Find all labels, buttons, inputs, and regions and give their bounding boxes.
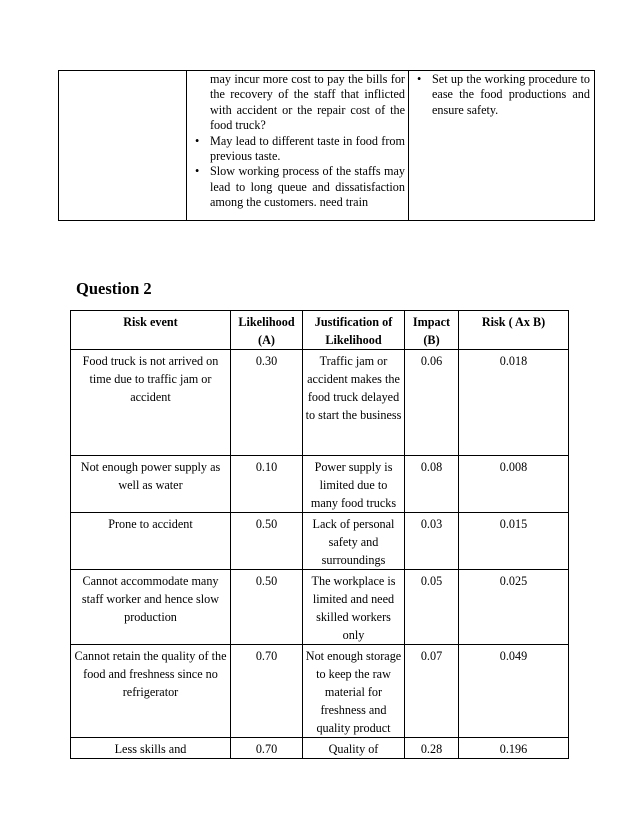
risk-event-cell: Cannot retain the quality of the food and freshness since no refrigerator [71,645,231,738]
bullet-icon: • [417,72,422,86]
justification-cell: The workplace is limited and need skilled workers only [303,570,405,645]
risk-cell: 0.025 [459,570,569,645]
list-item: may incur more cost to pay the bills for the recovery of the staff that inflicted with accident or the repair cost of the food truck? [210,72,405,133]
question-heading: Question 2 [76,279,152,298]
table-row [71,513,569,570]
impact-cell: 0.03 [405,513,459,570]
list-item: • Slow working process of the staffs may lead to long queue and dissatisfaction among the customers. need train [195,164,405,210]
header-justification: Justification of Likelihood [303,311,405,350]
risk-cell: 0.008 [459,456,569,513]
risk-event-cell: Prone to accident [71,513,231,570]
risk-event-cell: Food truck is not arrived on time due to traffic jam or accident [71,350,231,456]
list-item: • Set up the working procedure to ease the food productions and ensure safety. [417,72,590,117]
risk-event-cell: Not enough power supply as well as water [71,456,231,513]
justification-cell: Traffic jam or accident makes the food truck delayed to start the business [303,350,405,456]
impact-cell: 0.08 [405,456,459,513]
risk-cell: 0.049 [459,645,569,738]
header-impact: Impact (B) [405,311,459,350]
risk-event-cell: Cannot accommodate many staff worker and hence slow production [71,570,231,645]
table-row [59,71,595,221]
mitigation-cell [409,71,595,221]
previous-risk-table-continuation [58,70,595,221]
likelihood-cell: 0.30 [231,350,303,456]
bullet-icon: • [195,164,200,179]
impact-cell: 0.07 [405,645,459,738]
risk-assessment-table [70,310,569,759]
table-row [71,570,569,645]
consequence-list [187,72,405,211]
header-risk-event: Risk event [71,311,231,350]
impact-cell: 0.06 [405,350,459,456]
mitigation-list [409,72,590,118]
table-row [71,350,569,456]
likelihood-cell: 0.50 [231,570,303,645]
justification-cell: Quality of [303,738,405,759]
impact-cell: 0.28 [405,738,459,759]
header-row [71,311,569,350]
consequence-cell [187,71,409,221]
impact-cell: 0.05 [405,570,459,645]
bullet-icon: • [195,133,200,148]
risk-cell: 0.018 [459,350,569,456]
justification-cell: Not enough storage to keep the raw material for freshness and quality product [303,645,405,738]
justification-cell: Lack of personal safety and surroundings [303,513,405,570]
table-row [71,645,569,738]
table-row [71,738,569,759]
header-risk: Risk ( Ax B) [459,311,569,350]
likelihood-cell: 0.70 [231,738,303,759]
empty-risk-cell [59,71,187,221]
risk-event-cell: Less skills and [71,738,231,759]
likelihood-cell: 0.50 [231,513,303,570]
justification-cell: Power supply is limited due to many food trucks [303,456,405,513]
list-item: • May lead to different taste in food from previous taste. [195,133,405,164]
risk-cell: 0.196 [459,738,569,759]
header-likelihood: Likelihood (A) [231,311,303,350]
risk-cell: 0.015 [459,513,569,570]
table-row [71,456,569,513]
likelihood-cell: 0.10 [231,456,303,513]
likelihood-cell: 0.70 [231,645,303,738]
